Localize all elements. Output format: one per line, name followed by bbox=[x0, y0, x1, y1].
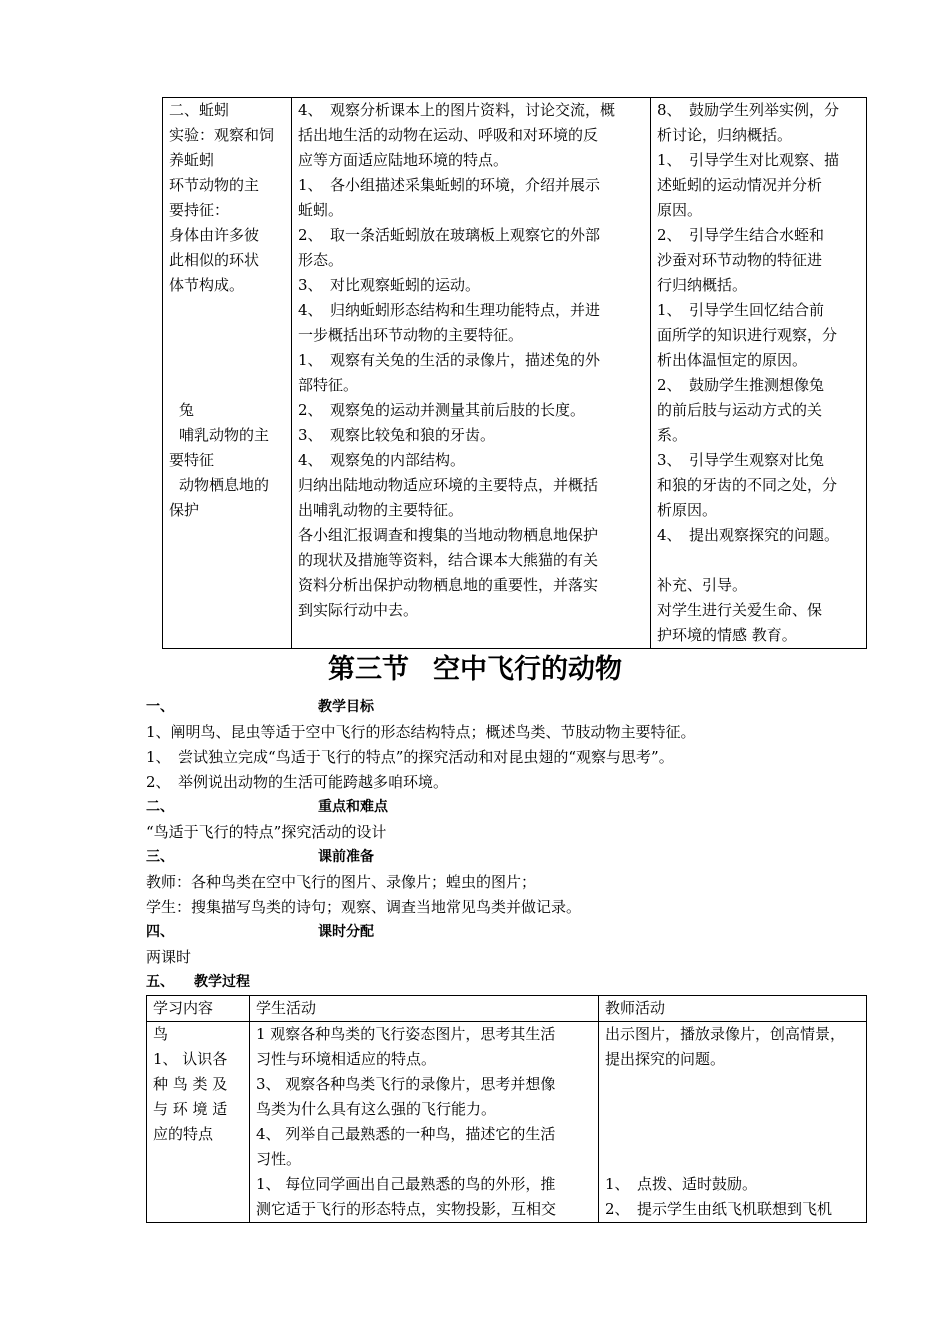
heading-number: 二、 bbox=[146, 799, 174, 815]
text-line: 测它适于飞行的形态特点，实物投影，互相交 bbox=[256, 1200, 557, 1218]
heading-number: 一、 bbox=[146, 699, 174, 715]
heading-number: 五、 bbox=[146, 974, 174, 990]
heading-process bbox=[146, 970, 866, 995]
text-line: 一步概括出环节动物的主要特征。 bbox=[298, 326, 524, 344]
heading-key-points bbox=[146, 795, 866, 820]
lesson-table-continued bbox=[162, 97, 867, 649]
heading-label: 课前准备 bbox=[318, 849, 374, 865]
text-line: 1、 点拨、适时鼓励。 bbox=[605, 1175, 758, 1193]
text-line bbox=[169, 323, 285, 348]
text-line: 析原因。 bbox=[657, 501, 718, 519]
text-line: 2、 提示学生由纸飞机联想到飞机 bbox=[605, 1200, 833, 1218]
text-line: 要特征 bbox=[169, 451, 215, 469]
text-line: 1、 引导学生对比观察、描 bbox=[657, 151, 840, 169]
heading-schedule bbox=[146, 920, 866, 945]
text-line: 3、 观察各种鸟类飞行的录像片，思考并想像 bbox=[256, 1075, 556, 1093]
heading-number: 四、 bbox=[146, 924, 174, 940]
text-line: 要持征： bbox=[169, 201, 230, 219]
section-content bbox=[146, 695, 866, 995]
heading-number: 三、 bbox=[146, 849, 174, 865]
heading-preparation bbox=[146, 845, 866, 870]
column-header: 教师活动 bbox=[599, 996, 867, 1022]
heading-label: 教学目标 bbox=[318, 699, 374, 715]
text-line bbox=[657, 548, 860, 573]
text-line: 各小组汇报调查和搜集的当地动物栖息地保护 bbox=[298, 526, 599, 544]
teacher-activity-cell bbox=[599, 1022, 867, 1223]
text-line: 2、 引导学生结合水蛭和 bbox=[657, 226, 825, 244]
text-line: 的现状及措施等资料，结合课本大熊猫的有关 bbox=[298, 551, 599, 569]
text-line: 习性与环境相适应的特点。 bbox=[256, 1050, 437, 1068]
heading-label: 课时分配 bbox=[318, 924, 374, 940]
text-line: 1、 引导学生回忆结合前 bbox=[657, 301, 825, 319]
text-line: 实验：观察和饲 bbox=[169, 126, 275, 144]
text-line: 应等方面适应陆地环境的特点。 bbox=[298, 151, 509, 169]
lesson-process-table bbox=[146, 995, 867, 1223]
section-title bbox=[0, 650, 950, 690]
text-line: 3、 对比观察蚯蚓的运动。 bbox=[298, 276, 481, 294]
title-part-2: 空中飞行的动物 bbox=[433, 654, 622, 685]
text-line: 1、 认识各 bbox=[153, 1050, 228, 1068]
text-line: 析出体温恒定的原因。 bbox=[657, 351, 808, 369]
text-line: 提出探究的问题。 bbox=[605, 1050, 726, 1068]
text-line: 1、 尝试独立完成“鸟适于飞行的特点”的探究活动和对昆虫翅的“观察与思考”。 bbox=[146, 748, 674, 766]
text-line: 养蚯蚓 bbox=[169, 151, 215, 169]
table-row bbox=[147, 1022, 867, 1223]
text-line: 部特征。 bbox=[298, 376, 359, 394]
text-line bbox=[169, 373, 285, 398]
text-line: 出哺乳动物的主要特征。 bbox=[298, 501, 464, 519]
text-line: 哺乳动物的主 bbox=[179, 426, 270, 444]
text-line: 二、蚯蚓 bbox=[169, 101, 230, 119]
text-line: 原因。 bbox=[657, 201, 703, 219]
column-header: 学习内容 bbox=[147, 996, 250, 1022]
text-line: 1 观察各种鸟类的飞行姿态图片，思考其生活 bbox=[256, 1025, 556, 1043]
text-line: 8、 鼓励学生列举实例，分 bbox=[657, 101, 840, 119]
text-line: 体节构成。 bbox=[169, 276, 245, 294]
column-header: 学生活动 bbox=[250, 996, 599, 1022]
text-line: 护环境的情感 教育。 bbox=[657, 626, 797, 644]
text-line bbox=[169, 348, 285, 373]
text-line: 沙蚕对环节动物的特征进 bbox=[657, 251, 823, 269]
text-line: “鸟适于飞行的特点”探究活动的设计 bbox=[146, 823, 387, 841]
teacher-activity-cell bbox=[651, 98, 867, 649]
text-line bbox=[605, 1122, 860, 1147]
text-line: 析讨论，归纳概括。 bbox=[657, 126, 793, 144]
text-line: 1、 观察有关兔的生活的录像片，描述兔的外 bbox=[298, 351, 601, 369]
heading-label: 重点和难点 bbox=[318, 799, 388, 815]
text-line: 鸟 bbox=[153, 1025, 169, 1043]
text-line: 的前后肢与运动方式的关 bbox=[657, 401, 823, 419]
text-line: 2、 举例说出动物的生活可能跨越多咱环境。 bbox=[146, 773, 449, 791]
text-line: 形态。 bbox=[298, 251, 344, 269]
text-line: 学生：搜集描写鸟类的诗句；观察、调查当地常见鸟类并做记录。 bbox=[146, 898, 582, 916]
text-line: 1、 每位同学画出自己最熟悉的鸟的外形，推 bbox=[256, 1175, 556, 1193]
student-activity-cell bbox=[250, 1022, 599, 1223]
table-header-row bbox=[147, 996, 867, 1022]
text-line: 身体由许多彼 bbox=[169, 226, 260, 244]
text-line: 蚯蚓。 bbox=[298, 201, 344, 219]
text-line: 应的特点 bbox=[153, 1125, 214, 1143]
text-line: 述蚯蚓的运动情况并分析 bbox=[657, 176, 823, 194]
text-line: 资料分析出保护动物栖息地的重要性，并落实 bbox=[298, 576, 599, 594]
text-line: 2、 鼓励学生推测想像兔 bbox=[657, 376, 825, 394]
text-line: 保护 bbox=[169, 501, 200, 519]
text-line: 2、 取一条活蚯蚓放在玻璃板上观察它的外部 bbox=[298, 226, 601, 244]
text-line: 此相似的环状 bbox=[169, 251, 260, 269]
text-line: 3、 观察比较兔和狼的牙齿。 bbox=[298, 426, 496, 444]
heading-label: 教学过程 bbox=[194, 974, 250, 990]
text-line: 兔 bbox=[179, 401, 195, 419]
text-line: 行归纳概括。 bbox=[657, 276, 748, 294]
text-line: 和狼的牙齿的不同之处，分 bbox=[657, 476, 838, 494]
text-line: 面所学的知识进行观察，分 bbox=[657, 326, 838, 344]
text-line: 2、 观察兔的运动并测量其前后肢的长度。 bbox=[298, 401, 586, 419]
text-line: 1、阐明鸟、昆虫等适于空中飞行的形态结构特点；概述鸟类、节肢动物主要特征。 bbox=[146, 723, 696, 741]
text-line bbox=[605, 1147, 860, 1172]
text-line bbox=[605, 1072, 860, 1097]
text-line: 括出地生活的动物在运动、呼吸和对环境的反 bbox=[298, 126, 599, 144]
heading-objectives bbox=[146, 695, 866, 720]
title-part-1: 第三节 bbox=[328, 654, 409, 685]
text-line: 与 环 境 适 bbox=[153, 1100, 228, 1118]
text-line: 鸟类为什么具有这么强的飞行能力。 bbox=[256, 1100, 497, 1118]
learning-content-cell bbox=[147, 1022, 250, 1223]
student-activity-cell bbox=[292, 98, 651, 649]
text-line: 4、 列举自己最熟悉的一种鸟，描述它的生活 bbox=[256, 1125, 556, 1143]
text-line: 4、 观察分析课本上的图片资料，讨论交流，概 bbox=[298, 101, 616, 119]
text-line bbox=[169, 298, 285, 323]
text-line: 归纳出陆地动物适应环境的主要特点，并概括 bbox=[298, 476, 599, 494]
learning-content-cell bbox=[163, 98, 292, 649]
text-line: 1、 各小组描述采集蚯蚓的环境，介绍并展示 bbox=[298, 176, 601, 194]
text-line: 4、 提出观察探究的问题。 bbox=[657, 526, 840, 544]
text-line: 3、 引导学生观察对比兔 bbox=[657, 451, 825, 469]
table-row bbox=[163, 98, 867, 649]
text-line: 补充、引导。 bbox=[657, 576, 748, 594]
text-line: 系。 bbox=[657, 426, 688, 444]
text-line: 两课时 bbox=[146, 948, 192, 966]
text-line: 环节动物的主 bbox=[169, 176, 260, 194]
text-line: 4、 观察兔的内部结构。 bbox=[298, 451, 466, 469]
text-line: 教师：各种鸟类在空中飞行的图片、录像片；蝗虫的图片； bbox=[146, 873, 537, 891]
text-line: 到实际行动中去。 bbox=[298, 601, 419, 619]
text-line: 出示图片，播放录像片，创高情景， bbox=[605, 1025, 846, 1043]
text-line: 4、 归纳蚯蚓形态结构和生理功能特点，并进 bbox=[298, 301, 601, 319]
text-line bbox=[605, 1097, 860, 1122]
text-line: 种 鸟 类 及 bbox=[153, 1075, 228, 1093]
text-line: 动物栖息地的 bbox=[179, 476, 270, 494]
text-line: 习性。 bbox=[256, 1150, 302, 1168]
text-line: 对学生进行关爱生命、保 bbox=[657, 601, 823, 619]
